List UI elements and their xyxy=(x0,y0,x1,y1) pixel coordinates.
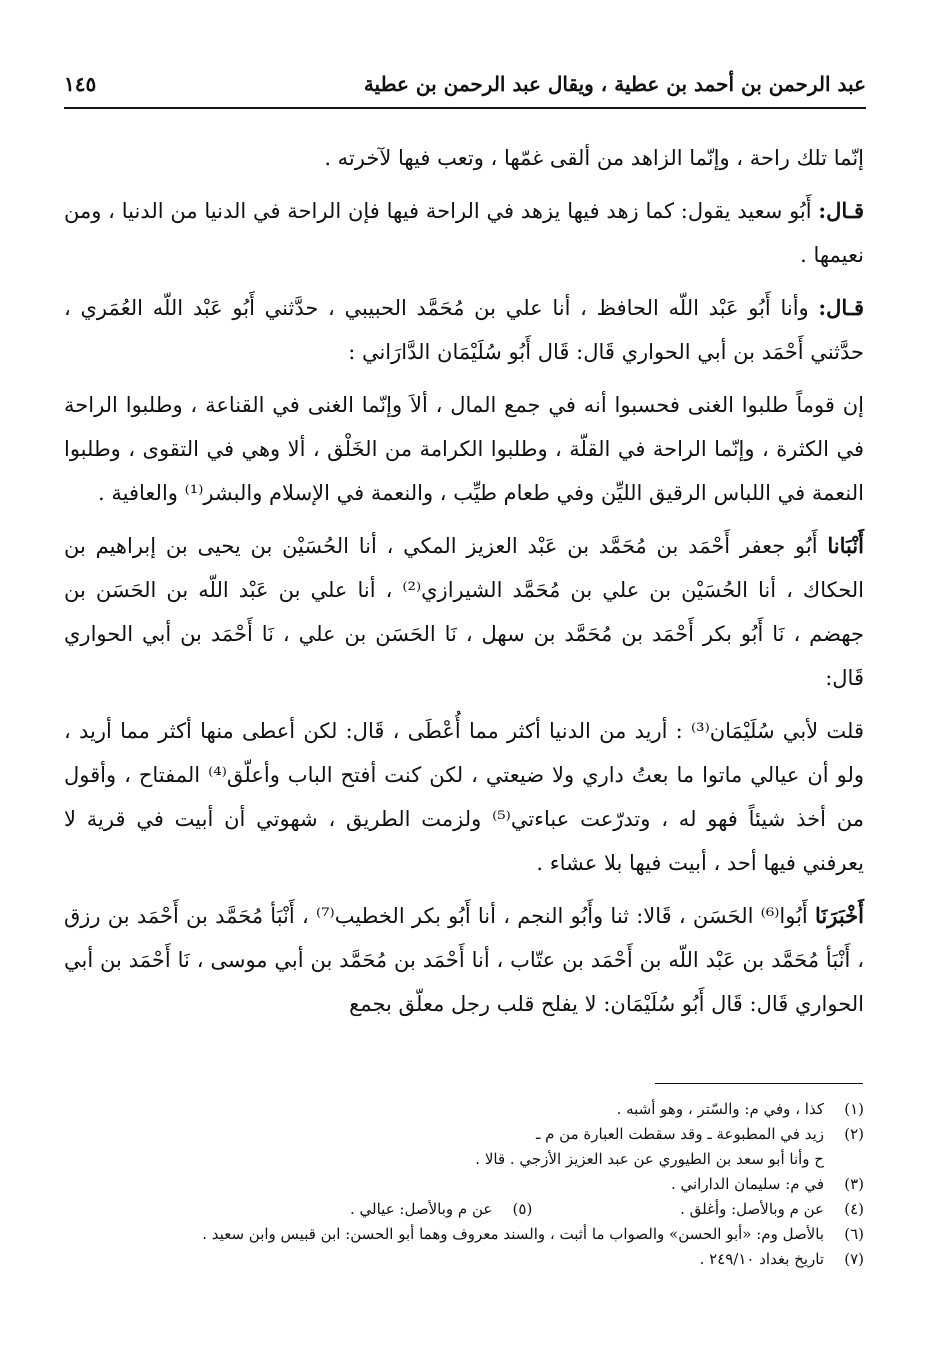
paragraph: إنّما تلك راحة ، وإنّما الزاهد من ألقى غمّها ، وتعب فيها لآخرته . xyxy=(324,146,864,170)
footnote-number: (٢) xyxy=(844,1125,864,1143)
footnote-number: (٧) xyxy=(844,1250,864,1268)
paragraph-lead: قـال: xyxy=(818,295,864,320)
footnote-continuation: ح وأنا أبو سعد بن الطيوري عن عبد العزيز الأزجي . قالا . xyxy=(475,1150,824,1168)
footnotes xyxy=(100,1097,864,1272)
footnote: (٤)عن م وبالأصل: وأغلق . (٥)عن م وبالأصل: عيالي . xyxy=(100,1197,864,1222)
footnote-number: (٥) xyxy=(512,1200,533,1218)
footnote: (١)كذا ، وفي م: والسّتر ، وهو أشبه . xyxy=(100,1097,864,1122)
paragraph: أَنْبَانا أَبُو جعفر أَحْمَد بن مُحَمَّد بن عَبْد العزيز المكي ، أنا الحُسَيْن بن يحيى بن إبراهيم بن الحكاك ، أنا الحُسَيْن بن علي بن مُحَمَّد الشيرازي⁽²⁾ ، أنا علي بن عَبْد اللّه بن الحَسَن بن جهضم ، نَا أَبُو بكر أَحْمَد بن مُحَمَّد بن سهل ، نَا الحَسَن بن علي ، نَا أَحْمَد بن أبي الحواري قَال: xyxy=(64,533,864,690)
footnote: (٦)بالأصل وم: «أبو الحسن» والصواب ما أثبت ، والسند معروف وهما أبو الحسن: ابن قبيس وابن سعيد . xyxy=(100,1222,864,1247)
paragraph: قلت لأبي سُلَيْمَان⁽³⁾ : أريد من الدنيا أكثر مما أُعْطَى ، قَال: لكن أعطى منها أكثر مما أريد ، ولو أن عيالي ماتوا ما بعتُ داري ولا ضيعتي ، لكن كنت أفتح الباب وأعلّق⁽⁴⁾ المفتاح ، وأقول من أخذ شيئاً فهو له ، وتدرّعت عباءتي⁽⁵⁾ ولزمت الطريق ، شهوتي أن أبيت في قرية لا يعرفني فيها أحد ، أبيت فيها بلا عشاء . xyxy=(64,719,865,875)
footnote-rule xyxy=(655,1083,863,1084)
paragraph-lead: قـال: xyxy=(818,198,864,223)
footnote-number: (١) xyxy=(844,1100,864,1118)
footnote: (٧)تاريخ بغداد ٢٤٩/١٠ . xyxy=(100,1247,864,1272)
paragraph: قـال: أَبُو سعيد يقول: كما زهد فيها يزهد في الراحة فيها فإن الراحة في الدنيا من الدنيا ، ومن نعيمها . xyxy=(64,198,864,267)
header-rule xyxy=(64,107,866,109)
paragraph-lead: أَخْبَرَنَا xyxy=(815,903,864,928)
footnote-number: (٤) xyxy=(844,1200,864,1218)
page-header xyxy=(64,62,866,108)
footnote: (٣)في م: سليمان الداراني . xyxy=(100,1172,864,1197)
running-title: عبد الرحمن بن أحمد بن عطية ، ويقال عبد الرحمن بن عطية xyxy=(363,72,866,96)
footnote-second: (٥)عن م وبالأصل: عيالي . xyxy=(350,1197,532,1222)
footnote-number: (٦) xyxy=(844,1225,864,1243)
main-text xyxy=(64,136,864,1035)
paragraph: أَخْبَرَنَا أَبُوا⁽⁶⁾ الحَسَن ، قَالا: ثنا وأَبُو النجم ، أنا أَبُو بكر الخطيب⁽⁷⁾ ، أَنْبَأ مُحَمَّد بن أَحْمَد بن رزق ، أَنْبَأ مُحَمَّد بن عَبْد اللّه بن أَحْمَد بن عتّاب ، أنا أَحْمَد بن مُحَمَّد بن أبي موسى ، نَا أَحْمَد بن أبي الحواري قَال: قَال أَبُو سُلَيْمَان: لا يفلح قلب رجل معلّق بجمع xyxy=(64,903,864,1016)
footnote: (٢)زيد في المطبوعة ـ وقد سقطت العبارة من م ـ xyxy=(100,1122,864,1147)
paragraph: إن قوماً طلبوا الغنى فحسبوا أنه في جمع المال ، ألاَ وإنّما الغنى في القناعة ، وطلبوا الراحة في الكثرة ، وإنّما الراحة في القلّة ، وطلبوا الكرامة من الخَلْق ، ألا وهي في التقوى ، وطلبوا النعمة في اللباس الرقيق الليِّن وفي طعام طيِّب ، والنعمة في الإسلام والبشر⁽¹⁾ والعافية . xyxy=(64,393,864,505)
footnote-number: (٣) xyxy=(844,1175,864,1193)
paragraph: قـال: وأنا أَبُو عَبْد اللّه الحافظ ، أنا علي بن مُحَمَّد الحبيبي ، حدَّثني أَبُو عَبْد اللّه العُمَري ، حدَّثني أَحْمَد بن أبي الحواري قَال: قَال أَبُو سُلَيْمَان الدَّارَاني : xyxy=(64,295,864,364)
page-number: ١٤٥ xyxy=(64,72,97,96)
paragraph-lead: أَنْبَانا xyxy=(827,533,864,558)
